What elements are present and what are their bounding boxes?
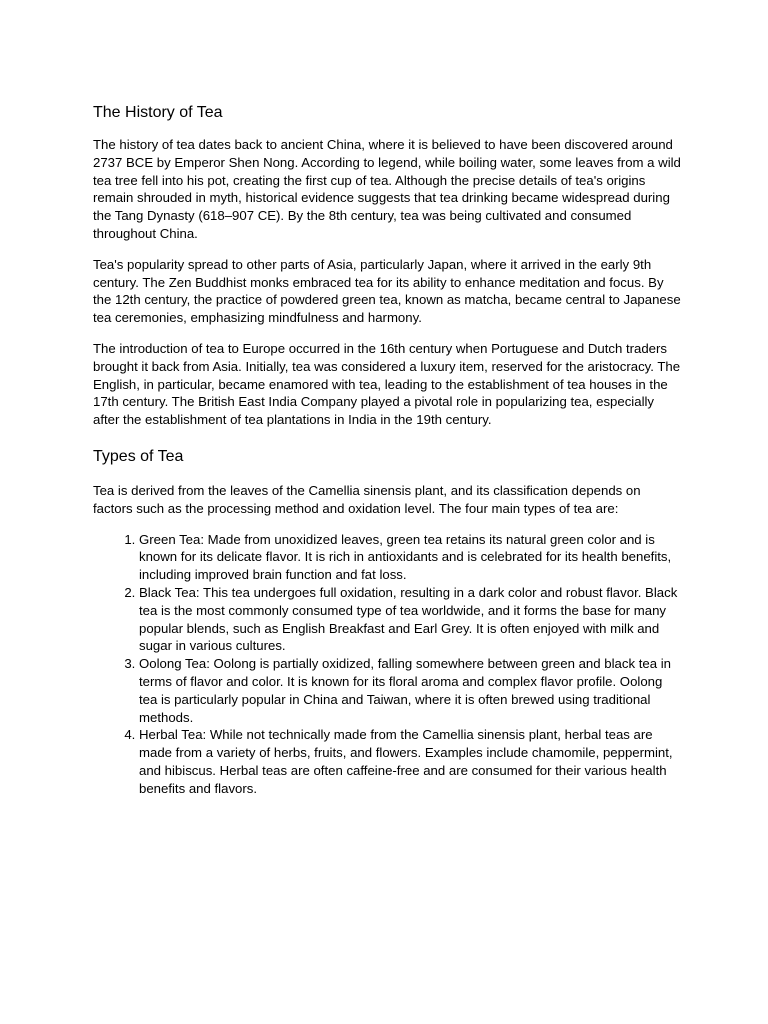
heading-types-of-tea: Types of Tea bbox=[93, 447, 184, 465]
document-page bbox=[93, 102, 683, 798]
paragraph-types-intro: Tea is derived from the leaves of the Camellia sinensis plant, and its classification depends on factors such as the processing method and oxidation level. The four main types of tea are: bbox=[93, 482, 641, 516]
tea-types-list bbox=[93, 531, 683, 798]
heading-history-of-tea: The History of Tea bbox=[93, 104, 223, 121]
paragraph-history-europe: The introduction of tea to Europe occurred in the 16th century when Portuguese and Dutch traders brought it back from Asia. Initially, tea was considered a luxury item, reserved for the aristocracy. The English, in particular, became enamored with tea, leading to the establishment of tea houses in the 17th century. The British East India Company played a pivotal role in popularizing tea, especially after the establishment of tea plantations in India in the 19th century. bbox=[93, 340, 681, 428]
list-item-herbal-tea: 4. Herbal Tea: While not technically made from the Camellia sinensis plant, herbal teas are made from a variety of herbs, fruits, and flowers. Examples include chamomile, peppermint, and hibiscus. Herbal teas are often caffeine-free and are consumed for their various health benefits and flavors. bbox=[139, 726, 683, 797]
list-item-oolong-tea: 3. Oolong Tea: Oolong is partially oxidized, falling somewhere between green and black tea in terms of flavor and color. It is known for its floral aroma and complex flavor profile. Oolong tea is particularly popular in China and Taiwan, where it is often brewed using traditional methods. bbox=[139, 655, 683, 726]
paragraph-history-origins: The history of tea dates back to ancient China, where it is believed to have been discovered around 2737 BCE by Emperor Shen Nong. According to legend, while boiling water, some leaves from a wild tea tree fell into his pot, creating the first cup of tea. Although the precise details of tea's origins remain shrouded in myth, historical evidence suggests that tea drinking became widespread during the Tang Dynasty (618–907 CE). By the 8th century, tea was being cultivated and consumed throughout China. bbox=[93, 137, 681, 241]
list-item-black-tea: 2. Black Tea: This tea undergoes full oxidation, resulting in a dark color and robust flavor. Black tea is the most commonly consumed type of tea worldwide, and it forms the base for many popular blends, such as English Breakfast and Earl Grey. It is often enjoyed with milk and sugar in various cultures. bbox=[139, 584, 683, 655]
list-item-green-tea: 1. Green Tea: Made from unoxidized leaves, green tea retains its natural green color and is known for its delicate flavor. It is rich in antioxidants and is celebrated for its health benefits, including improved brain function and fat loss. bbox=[139, 531, 683, 584]
paragraph-history-asia: Tea's popularity spread to other parts of Asia, particularly Japan, where it arrived in the early 9th century. The Zen Buddhist monks embraced tea for its ability to enhance meditation and focus. By the 12th century, the practice of powdered green tea, known as matcha, became central to Japanese tea ceremonies, emphasizing mindfulness and harmony. bbox=[93, 256, 681, 326]
